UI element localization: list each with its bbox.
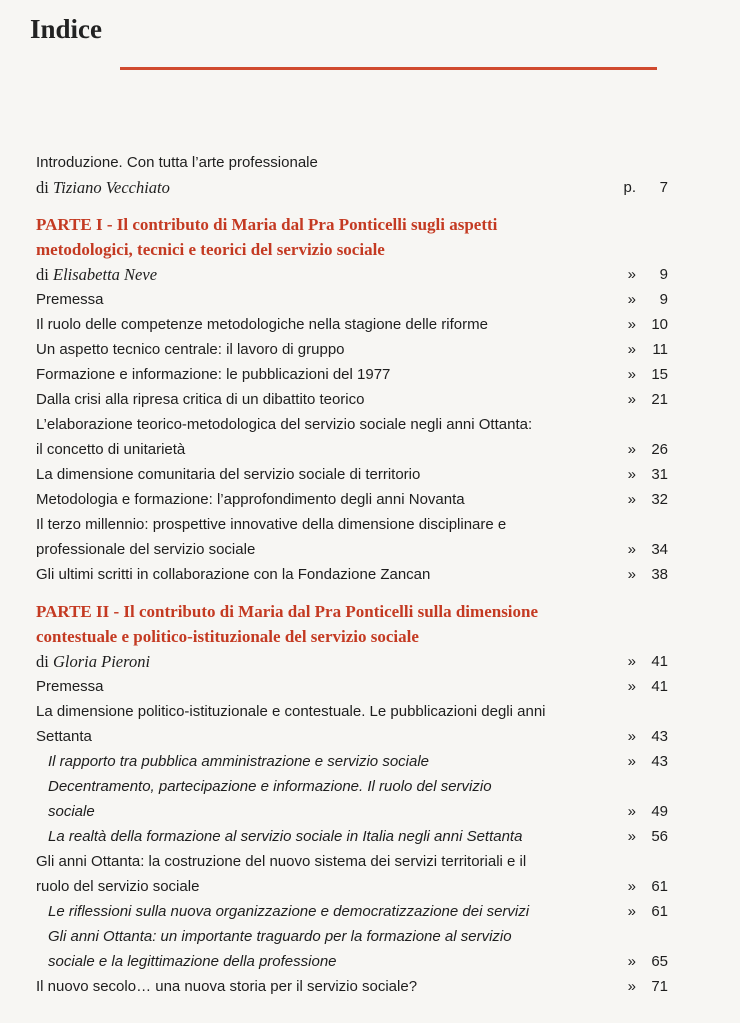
raquo-mark: » [627,266,636,283]
part-label: PARTE II [36,602,110,621]
parts-container [36,212,668,999]
part-author-line [36,262,668,287]
toc-entry-line[interactable] [36,362,668,387]
raquo-mark: » [627,903,636,920]
toc-entry-text: Premessa [36,291,104,308]
title-rule [120,67,657,70]
page-number: 56 [651,828,668,845]
part-title-line-1[interactable] [36,212,668,237]
toc-entry-line[interactable] [36,899,668,924]
page-number: 43 [651,753,668,770]
raquo-mark: » [627,953,636,970]
toc-entry-text: Gli anni Ottanta: un importante traguardo per la formazione al servizio [48,928,512,945]
intro-title-text: Introduzione. Con tutta l’arte professionale [36,154,318,171]
toc-entry-text: il concetto di unitarietà [36,441,186,458]
intro-author: Tiziano Vecchiato [53,178,170,197]
raquo-mark: » [627,391,636,408]
page-number: 34 [651,541,668,558]
part-author-by: di [36,265,49,284]
toc-entry-line[interactable] [36,799,668,824]
page-number: 43 [651,728,668,745]
page-number: 71 [651,978,668,995]
page-number: 15 [651,366,668,383]
part-title-line-2[interactable]: metodologici, tecnici e teorici del servizio sociale [36,240,385,259]
toc-entry-line[interactable] [36,849,668,874]
toc-entry-line[interactable] [36,537,668,562]
intro-page: 7 [659,179,668,196]
toc-entry-text: Il nuovo secolo… una nuova storia per il servizio sociale? [36,978,418,995]
toc-entry-line[interactable] [36,724,668,749]
page-number: 41 [651,678,668,695]
toc-entry-line[interactable] [36,974,668,999]
part-author-line [36,649,668,674]
toc-entry-text: Il rapporto tra pubblica amministrazione e servizio sociale [48,753,430,770]
part-author-by: di [36,652,49,671]
page-title: Indice [30,14,103,44]
raquo-mark: » [627,491,636,508]
toc-entry-text: ruolo del servizio sociale [36,878,200,895]
page-number: 38 [651,566,668,583]
raquo-mark: » [627,728,636,745]
part-author-name: Elisabetta Neve [53,265,158,284]
raquo-mark: » [627,803,636,820]
part-gap [36,587,668,599]
raquo-mark: » [627,978,636,995]
toc-entry-text: Gli ultimi scritti in collaborazione con la Fondazione Zancan [36,566,431,583]
toc-entry-line[interactable] [36,874,668,899]
page-number: 32 [651,491,668,508]
page-number: 11 [652,341,668,358]
page-number: 26 [651,441,668,458]
page-number: 10 [651,316,668,333]
raquo-mark: » [627,753,636,770]
toc-entry-text: Formazione e informazione: le pubblicazioni del 1977 [36,366,391,383]
table-of-contents [36,150,668,999]
toc-entry-text: professionale del servizio sociale [36,541,256,558]
intro-title[interactable] [36,150,668,175]
toc-entry-text: Il terzo millennio: prospettive innovative della dimensione disciplinare e [36,516,507,533]
toc-entry-line[interactable] [36,949,668,974]
toc-entry-line[interactable] [36,749,668,774]
page-number: 31 [651,466,668,483]
toc-entry-text: sociale [48,803,95,820]
raquo-mark: » [627,316,636,333]
raquo-mark: » [627,653,636,670]
page-number: 49 [651,803,668,820]
toc-entry-text: Un aspetto tecnico centrale: il lavoro di gruppo [36,341,345,358]
toc-entry-text: La dimensione politico-istituzionale e contestuale. Le pubblicazioni degli anni [36,703,546,720]
toc-entry-line[interactable] [36,487,668,512]
part-label: PARTE I [36,215,103,234]
toc-entry-line[interactable] [36,774,668,799]
toc-entry-line[interactable] [36,437,668,462]
raquo-mark: » [627,366,636,383]
raquo-mark: » [627,441,636,458]
toc-entry-text: sociale e la legittimazione della professione [48,953,337,970]
toc-entry-line[interactable] [36,512,668,537]
toc-entry-line[interactable] [36,699,668,724]
toc-entry-text: La realtà della formazione al servizio sociale in Italia negli anni Settanta [48,828,523,845]
raquo-mark: » [627,341,636,358]
part-title-text-1: - Il contributo di Maria dal Pra Ponticelli sulla dimensione [109,602,539,621]
toc-entry-text: Metodologia e formazione: l’approfondimento degli anni Novanta [36,491,465,508]
page-number: 61 [651,878,668,895]
intro-by: di [36,178,49,197]
page-number: 41 [651,653,668,670]
intro-author-line [36,175,668,200]
toc-entry-line[interactable] [36,387,668,412]
raquo-mark: » [627,828,636,845]
raquo-mark: » [627,466,636,483]
toc-entry-text: Le riflessioni sulla nuova organizzazione e democratizzazione dei servizi [48,903,530,920]
page-number: 9 [659,291,668,308]
toc-entry-line[interactable] [36,287,668,312]
raquo-mark: » [627,878,636,895]
part-title-line-1[interactable] [36,599,668,624]
page-number: 61 [651,903,668,920]
toc-entry-line[interactable] [36,412,668,437]
toc-entry-line[interactable] [36,674,668,699]
page-number: 65 [651,953,668,970]
raquo-mark: » [627,541,636,558]
toc-entry-text: Dalla crisi alla ripresa critica di un dibattito teorico [36,391,365,408]
toc-entry-line[interactable] [36,824,668,849]
part-title-text-1: - Il contributo di Maria dal Pra Ponticelli sugli aspetti [102,215,498,234]
toc-entry-text: L’elaborazione teorico-metodologica del servizio sociale negli anni Ottanta: [36,416,533,433]
toc-entry-text: Decentramento, partecipazione e informazione. Il ruolo del servizio [48,778,492,795]
toc-entry-line[interactable] [36,312,668,337]
toc-entry-text: La dimensione comunitaria del servizio sociale di territorio [36,466,421,483]
page-number: 21 [651,391,668,408]
toc-entry-line[interactable] [36,337,668,362]
part-title-line-2[interactable]: contestuale e politico-istituzionale del servizio sociale [36,627,419,646]
raquo-mark: » [627,678,636,695]
toc-entry-text: Premessa [36,678,104,695]
part-author-name: Gloria Pieroni [53,652,151,671]
toc-entry-line[interactable] [36,924,668,949]
raquo-mark: » [627,291,636,308]
intro-page-prefix: p. [623,179,636,196]
toc-entry-text: Il ruolo delle competenze metodologiche nella stagione delle riforme [36,316,488,333]
page-number: 9 [659,266,668,283]
toc-entry-line[interactable] [36,462,668,487]
raquo-mark: » [627,566,636,583]
toc-entry-text: Settanta [36,728,92,745]
toc-entry-line[interactable] [36,562,668,587]
toc-entry-text: Gli anni Ottanta: la costruzione del nuovo sistema dei servizi territoriali e il [36,853,527,870]
